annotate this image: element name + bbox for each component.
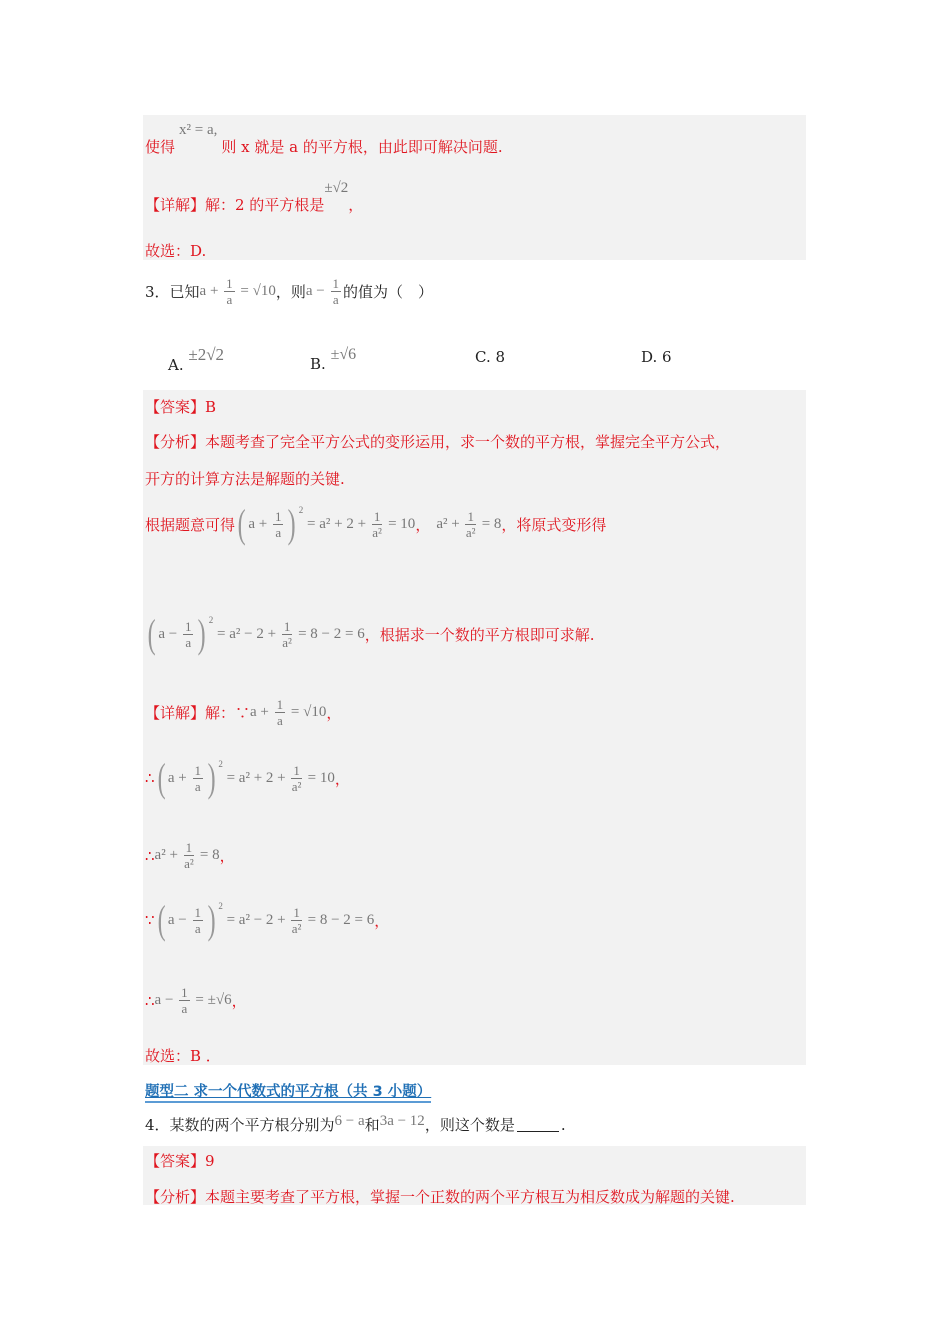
math-expression [306,276,343,307]
detail-line [145,897,390,942]
text: ，则这个数是 [424,1116,515,1134]
text: ， [231,992,247,1010]
math-text: a² + [154,847,182,863]
text: 的值为（ ） [343,283,434,301]
math-expression [235,501,416,546]
text: 使得 [145,138,176,156]
text: ，则 [275,283,306,301]
answer-line [145,1150,215,1171]
parenthesized-group: ( a − $\frac{1}{a}$ ) $^2$ [157,897,223,942]
math-expression: 3a − 12 [379,1113,425,1129]
fraction: $\frac{1}{a}$ [276,697,284,728]
text: ， [415,515,431,534]
option-label: A. [168,356,184,374]
text: ， [219,847,235,865]
fraction: $\frac{1}{a}$ [194,904,201,936]
choice-line [145,1045,221,1066]
fraction: $\frac{1}{\text{a²}}$ [291,762,302,794]
math-text: = a² + 2 + [222,769,290,786]
text: 【答案】9 [145,1152,215,1170]
parenthesized-group: ( a + $\frac{1}{a}$ ) $^2$ [157,755,223,800]
option-label: B. [310,355,326,373]
text: ， [326,704,342,722]
math-text: = a² − 2 + [213,625,280,642]
text: 【分析】本题考查了完全平方公式的变形运用，求一个数的平方根，掌握完全平方公式， [145,433,731,451]
math-text: a + [248,515,271,532]
text: 【分析】本题主要考查了平方根，掌握一个正数的两个平方根互为相反数成为解题的关键. [145,1188,735,1206]
math-expression [250,697,326,728]
math-text: = 8 [477,515,502,532]
math-expression [155,985,232,1016]
option-value: ±√6 [330,346,357,363]
question-3 [145,276,433,307]
option-d[interactable] [641,348,672,366]
math-text: = √10 [287,704,327,720]
math-text: = 8 [196,847,220,863]
fraction: $\frac{1}{\text{a²}}$ [465,508,476,540]
text: ，根据求一个数的平方根即可求解. [364,625,595,644]
math-text: = 8 − 2 = 6 [294,625,365,642]
answer-blank[interactable] [517,1117,559,1132]
detail-line [145,697,341,728]
math-text: = 8 − 2 = 6 [303,911,375,928]
fraction: $\frac{1}{a}$ [226,276,233,307]
math-text: = √10 [236,283,276,299]
option-a[interactable] [168,345,224,374]
math-text: a² + [436,515,464,532]
option-c[interactable] [475,348,505,366]
option-value: 8 [495,348,506,366]
math-text: a − [167,911,191,928]
math-text: a + [199,283,223,299]
option-b[interactable] [310,345,356,373]
parenthesized-group: ( a + $\frac{1}{a}$ ) $^2$ [237,501,304,546]
fraction: $\frac{1}{a}$ [274,508,282,540]
section-heading[interactable]: 题型二 求一个代数式的平方根（共 3 小题） [145,1080,431,1103]
text: 4．某数的两个平方根分别为 [145,1116,335,1134]
analysis-line [145,122,503,157]
math-expression [155,840,220,871]
text: 【详解】解：2 的平方根是 [145,196,325,214]
text: ， [374,911,390,930]
text: ， [348,196,364,214]
fraction: $\frac{1}{a}$ [184,618,192,650]
analysis-line [145,431,730,452]
fraction: $\frac{1}{a}$ [332,276,340,307]
math-text: = 10 [303,769,335,786]
detail-line [145,180,363,215]
detail-line [145,985,247,1016]
math-text: = ±√6 [191,992,232,1008]
question-number: 3．已知 [145,283,200,301]
text: 则 x 就是 a 的平方根，由此即可解决问题. [221,138,503,156]
math-text: a + [250,704,273,720]
math-expression [155,897,375,942]
text: ∴ [145,846,155,865]
fraction: $\frac{1}{\text{a²}}$ [184,840,194,871]
analysis-line [145,1186,735,1207]
text: 开方的计算方法是解题的关键. [145,470,345,488]
option-value: ±2√2 [188,345,225,364]
option-label: C. [475,348,491,366]
text: ，将原式变形得 [501,515,607,534]
fraction: $\frac{1}{\text{a²}}$ [282,618,292,650]
math-text: a − [154,992,178,1008]
math-expression [200,276,276,307]
math-text: a − [305,283,329,299]
choice-line [145,240,206,261]
text: ∴ [145,991,155,1010]
answer-line [145,396,216,417]
parenthesized-group: ( a − $\frac{1}{a}$ ) $^2$ [147,611,214,656]
math-text: = a² + 2 + [303,515,370,532]
analysis-line [145,611,595,656]
text: ∵ [145,911,155,929]
math-expression: 6 − a [334,1113,365,1129]
text: 故选：B ． [145,1047,221,1065]
math-expression [145,611,365,656]
detail-line [145,755,350,800]
math-text: a + [167,769,191,786]
text: 【详解】解：∵ [145,704,251,722]
math-expression: x² = a, [179,122,218,138]
fraction: $\frac{1}{a}$ [181,985,188,1016]
detail-line [145,840,235,871]
math-text: = 10 [384,515,416,532]
fraction: $\frac{1}{\text{a²}}$ [291,904,302,936]
option-label: D. [641,348,658,366]
text: 根据题意可得 [145,515,236,534]
text: 故选：D. [145,242,207,260]
math-text: a − [158,625,181,642]
fraction: $\frac{1}{\text{a²}}$ [372,508,382,540]
analysis-line [145,501,607,546]
question-4 [145,1114,566,1135]
text: 和 [364,1116,380,1134]
text: . [560,1115,566,1134]
math-text: = a² − 2 + [222,911,290,928]
text: ∴ [145,769,155,787]
analysis-line [145,468,345,489]
fraction: $\frac{1}{a}$ [194,762,201,794]
math-expression: ±√2 [324,180,349,196]
math-expression [155,755,335,800]
option-value: 6 [662,348,672,366]
text: ， [334,769,350,788]
text: 【答案】B [145,398,217,416]
math-expression [436,509,501,540]
